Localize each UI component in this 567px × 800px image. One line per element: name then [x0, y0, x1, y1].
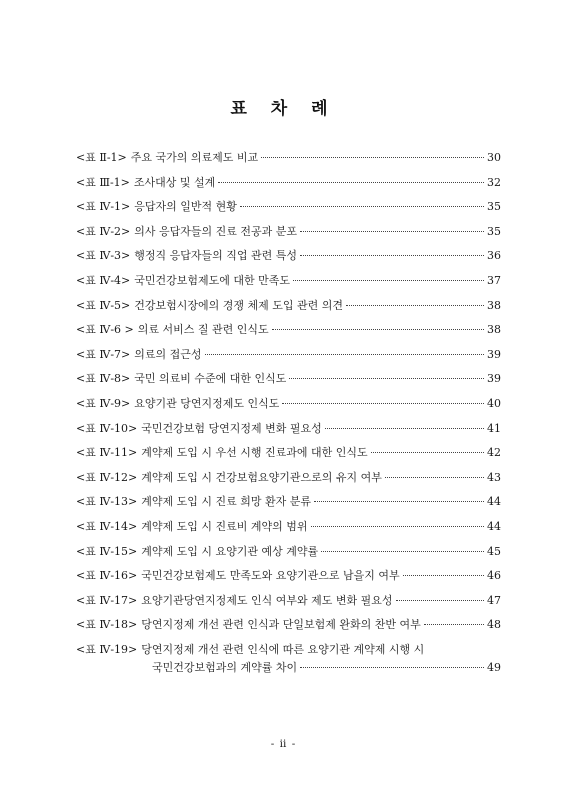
toc-title: 의사 응답자들의 진료 전공과 분포: [134, 224, 298, 238]
dot-leader: [289, 378, 484, 379]
toc-title: 국민건강보험제도 만족도와 요양기관으로 남을지 여부: [141, 569, 400, 583]
toc-entry: [76, 589, 501, 614]
dot-leader: [240, 206, 484, 207]
dot-leader: [272, 329, 484, 330]
toc-entry: [76, 613, 501, 638]
toc-page: 36: [487, 249, 501, 263]
toc-label: <표 Ⅳ-19>: [76, 642, 138, 656]
toc-entry: [76, 540, 501, 565]
toc-entry: [76, 515, 501, 540]
dot-leader: [282, 403, 484, 404]
toc-title: 조사대상 및 설계: [133, 175, 216, 189]
toc-label: <표 Ⅳ-3>: [76, 249, 131, 263]
table-of-contents: [76, 146, 501, 677]
page-number: - ⅱ -: [270, 738, 297, 750]
dot-leader: [424, 624, 484, 625]
toc-entry: [76, 367, 501, 392]
toc-title: 계약제 도입 시 진료비 계약의 범위: [141, 519, 308, 533]
toc-title: 요양기관당연지정제도 인식 여부와 제도 변화 필요성: [141, 593, 393, 607]
toc-page: 39: [487, 347, 501, 361]
toc-entry: [76, 466, 501, 491]
toc-label: <표 Ⅳ-15>: [76, 544, 138, 558]
toc-label: <표 Ⅳ-16>: [76, 569, 138, 583]
toc-entry: [76, 490, 501, 515]
dot-leader: [205, 354, 484, 355]
dot-leader: [293, 280, 484, 281]
toc-page: 44: [487, 495, 501, 509]
toc-page: 49: [487, 660, 501, 674]
toc-page: 30: [487, 151, 501, 164]
dot-leader: [346, 305, 484, 306]
toc-title: 건강보험시장에의 경쟁 체제 도입 관련 의견: [134, 298, 344, 312]
toc-page: 45: [487, 544, 501, 558]
toc-label: <표 Ⅳ-7>: [76, 347, 131, 361]
toc-title: 응답자의 일반적 현황: [134, 200, 237, 214]
toc-page: 48: [487, 618, 501, 632]
toc-page: 41: [487, 421, 501, 435]
toc-title: 주요 국가의 의료제도 비교: [130, 151, 259, 164]
toc-label: <표 Ⅳ-2>: [76, 224, 131, 238]
dot-leader: [385, 477, 484, 478]
toc-page: 40: [487, 396, 501, 410]
dot-leader: [300, 231, 484, 232]
toc-title: 계약제 도입 시 우선 시행 진료과에 대한 인식도: [141, 446, 368, 460]
dot-leader: [325, 428, 484, 429]
dot-leader: [300, 255, 484, 256]
toc-label: <표 Ⅳ-9>: [76, 396, 131, 410]
toc-page: 38: [487, 298, 501, 312]
toc-title-line-1: 당연지정제 개선 관련 인식에 따른 요양기관 계약제 시행 시: [141, 642, 425, 656]
toc-title: 국민 의료비 수준에 대한 인식도: [134, 372, 287, 386]
toc-label: <표 Ⅳ-10>: [76, 421, 138, 435]
toc-title: 계약제 도입 시 건강보험요양기관으로의 유지 여부: [141, 470, 382, 484]
toc-entry: [76, 244, 501, 269]
toc-label: <표 Ⅳ-12>: [76, 470, 138, 484]
toc-page: 32: [487, 175, 501, 189]
toc-label: <표 Ⅳ-11>: [76, 446, 138, 460]
toc-title-line-2: 국민건강보험과의 계약률 차이: [152, 660, 298, 674]
toc-page: 35: [487, 224, 501, 238]
toc-entry: [76, 269, 501, 294]
dot-leader: [371, 452, 484, 453]
toc-entry: [76, 392, 501, 417]
dot-leader: [396, 600, 484, 601]
toc-label: <표 Ⅳ-18>: [76, 618, 138, 632]
toc-entry: [76, 146, 501, 171]
toc-entry: [76, 220, 501, 245]
toc-entry: [76, 294, 501, 319]
toc-entry: [76, 195, 501, 220]
toc-entry: [76, 441, 501, 466]
toc-title: 의료 서비스 질 관련 인식도: [137, 323, 269, 337]
toc-page: 44: [487, 519, 501, 533]
toc-title: 국민건강보험 당연지정제 변화 필요성: [141, 421, 322, 435]
dot-leader: [218, 182, 484, 183]
toc-label: <표 Ⅳ-5>: [76, 298, 131, 312]
toc-title: 의료의 접근성: [134, 347, 202, 361]
toc-label: <표 Ⅳ-6 >: [76, 323, 134, 337]
toc-page: 38: [487, 323, 501, 337]
toc-title: 요양기관 당연지정제도 인식도: [134, 396, 280, 410]
toc-label: <표 Ⅳ-13>: [76, 495, 138, 509]
toc-entry-multiline: [76, 641, 501, 677]
toc-page: 37: [487, 273, 501, 287]
toc-page: 39: [487, 372, 501, 386]
toc-title: 국민건강보험제도에 대한 만족도: [134, 273, 291, 287]
toc-entry: [76, 417, 501, 442]
toc-title: 행정직 응답자들의 직업 관련 특성: [134, 249, 298, 263]
dot-leader: [300, 667, 484, 668]
toc-page: 47: [487, 593, 501, 607]
toc-page: 46: [487, 569, 501, 583]
page-title: 표 차 례: [230, 99, 337, 119]
toc-entry: [76, 318, 501, 343]
toc-label: <표 Ⅳ-14>: [76, 519, 138, 533]
dot-leader: [311, 526, 484, 527]
toc-label: <표 Ⅳ-17>: [76, 593, 138, 607]
toc-label: <표 Ⅳ-8>: [76, 372, 131, 386]
toc-entry: [76, 564, 501, 589]
toc-label: <표 Ⅲ-1>: [76, 175, 130, 189]
toc-entry: [76, 171, 501, 196]
dot-leader: [403, 575, 484, 576]
toc-page: 42: [487, 446, 501, 460]
toc-entry: [76, 343, 501, 368]
toc-title: 계약제 도입 시 진료 희망 환자 분류: [141, 495, 312, 509]
toc-title: 계약제 도입 시 요양기관 예상 계약률: [141, 544, 319, 558]
toc-label: <표 Ⅱ-1>: [76, 151, 127, 164]
dot-leader: [314, 501, 484, 502]
toc-label: <표 Ⅳ-1>: [76, 200, 131, 214]
dot-leader: [321, 551, 484, 552]
toc-page: 35: [487, 200, 501, 214]
toc-title: 당연지정제 개선 관련 인식과 단일보험제 완화의 찬반 여부: [141, 618, 421, 632]
dot-leader: [261, 157, 484, 158]
toc-label: <표 Ⅳ-4>: [76, 273, 131, 287]
toc-page: 43: [487, 470, 501, 484]
